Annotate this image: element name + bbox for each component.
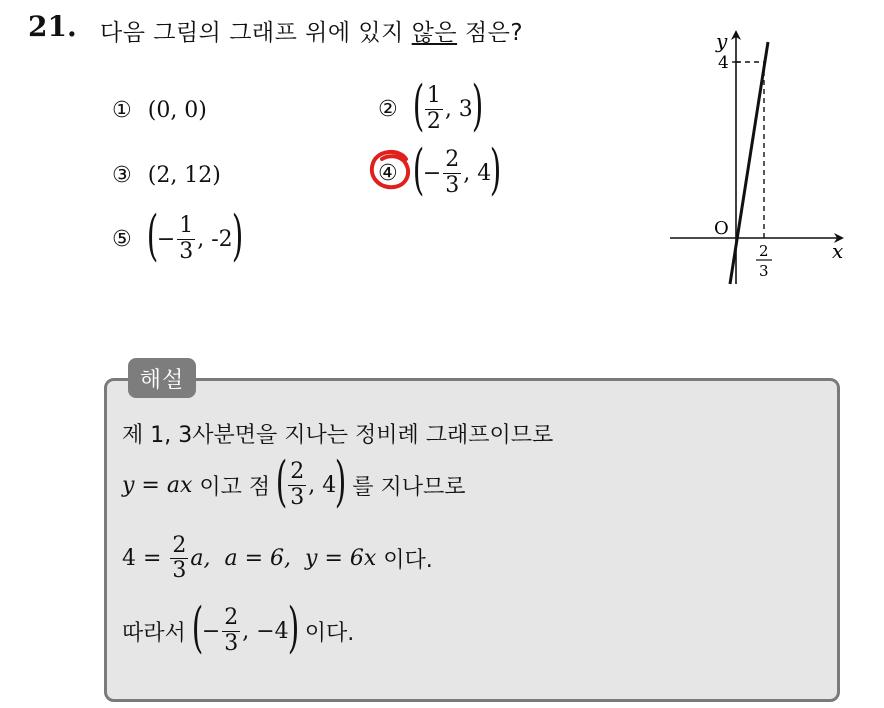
choice-sign: − — [422, 160, 442, 186]
question-number: 21. — [28, 10, 77, 43]
left-paren: ( — [412, 138, 425, 201]
explanation-line-3 — [122, 534, 433, 583]
right-paren: ) — [287, 596, 300, 659]
fraction-numerator: 2 — [290, 459, 305, 485]
fraction — [443, 148, 461, 197]
choice-4[interactable] — [378, 138, 502, 201]
choice-value: (0, 0) — [147, 98, 207, 123]
fraction-denominator: 2 — [426, 108, 441, 134]
fraction-denominator: 3 — [290, 484, 305, 510]
explanation-line-2 — [122, 450, 466, 513]
explanation-text: 이다. — [297, 620, 355, 646]
choice-number: ③ — [112, 163, 132, 188]
y-tick-label: 4 — [718, 53, 729, 73]
fraction — [425, 84, 443, 133]
fraction-numerator: 1 — [426, 83, 441, 109]
math-operator: = — [134, 472, 167, 498]
fraction-denominator: 3 — [445, 172, 460, 198]
right-paren: ) — [334, 450, 347, 513]
choice-value: (2, 12) — [147, 163, 221, 188]
explanation-line-4 — [122, 596, 355, 659]
line-graph — [660, 22, 860, 292]
x-axis-label: x — [832, 239, 844, 263]
choice-value-rest: , 3 — [444, 96, 473, 122]
math-expression: a, a = 6, y = 6x — [190, 546, 377, 572]
choice-number: ① — [112, 98, 132, 123]
explanation-text: 제 1, 3사분면을 지나는 정비례 그래프이므로 — [122, 423, 554, 448]
question-text-part: 다음 그림의 그래프 위에 있지 — [100, 20, 412, 46]
explanation-text: 이다. — [376, 548, 433, 574]
math-value: , 4 — [308, 472, 337, 498]
choice-number: ② — [378, 96, 398, 122]
math-sign: − — [201, 618, 221, 644]
y-axis-label: y — [716, 29, 728, 53]
fraction-denominator: 3 — [172, 558, 187, 584]
left-paren: ( — [275, 450, 288, 513]
math-expression: 4 = — [122, 546, 169, 572]
choice-value-rest: , -2 — [197, 226, 233, 252]
right-paren: ) — [231, 204, 244, 267]
explanation-line-1 — [122, 418, 553, 449]
explanation-text: 따라서 — [122, 620, 193, 646]
fraction — [222, 606, 240, 655]
explanation-tag: 해설 — [128, 358, 196, 398]
math-variable: ax — [166, 472, 193, 498]
choice-2[interactable] — [378, 74, 484, 137]
explanation-text: 를 지나므로 — [345, 474, 466, 500]
math-variable: y — [122, 472, 135, 498]
fraction-numerator: 2 — [224, 605, 239, 631]
fraction — [288, 460, 306, 509]
fraction-denominator: 3 — [179, 238, 194, 264]
question-text — [100, 14, 523, 47]
fraction-numerator: 2 — [172, 533, 187, 558]
question-text-part: 점은? — [457, 20, 524, 46]
choice-number: ⑤ — [112, 226, 132, 252]
explanation-text: 이고 점 — [192, 474, 278, 500]
choice-sign: − — [156, 226, 176, 252]
right-paren: ) — [489, 138, 502, 201]
x-tick-denominator: 3 — [759, 262, 769, 280]
choice-1[interactable] — [112, 98, 207, 123]
right-paren: ) — [471, 74, 484, 137]
math-value: , −4 — [242, 618, 289, 644]
choice-3[interactable] — [112, 163, 221, 188]
left-paren: ( — [191, 596, 204, 659]
choice-5[interactable] — [112, 204, 244, 267]
fraction-numerator: 1 — [179, 213, 194, 239]
fraction — [177, 214, 195, 263]
origin-label: O — [714, 218, 729, 239]
x-tick-numerator: 2 — [759, 242, 769, 260]
left-paren: ( — [146, 204, 159, 267]
question-text-underlined: 않은 — [411, 20, 458, 46]
fraction-denominator: 3 — [224, 630, 239, 656]
left-paren: ( — [412, 74, 425, 137]
choice-number: ④ — [378, 160, 398, 186]
choice-value-rest: , 4 — [463, 160, 492, 186]
fraction — [170, 534, 188, 583]
fraction-numerator: 2 — [445, 147, 460, 173]
